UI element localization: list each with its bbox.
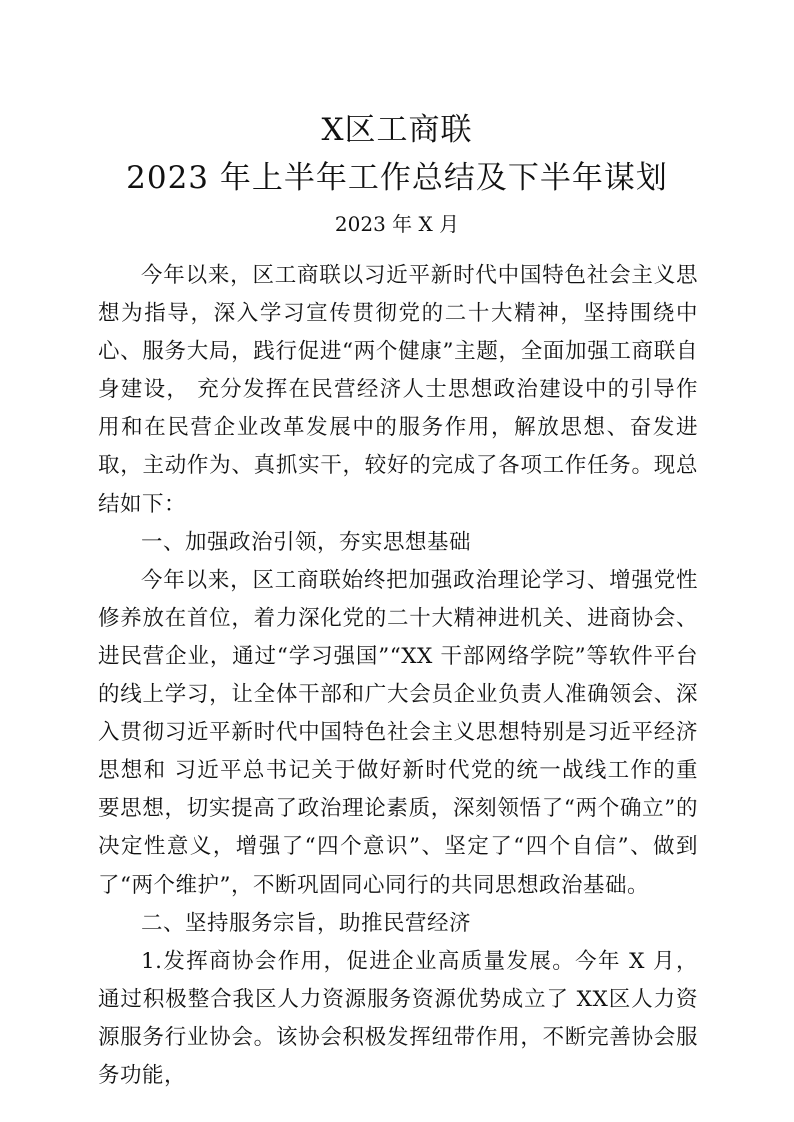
document-title-line1: X区工商联 [321, 112, 473, 148]
document-body [98, 257, 698, 1095]
section1-heading: 一、加强政治引领，夯实思想基础 [141, 529, 472, 555]
document-title-line2: 2023 年上半年工作总结及下半年谋划 [126, 160, 668, 196]
intro-paragraph: 今年以来，区工商联以习近平新时代中国特色社会主义思想为指导，深入学习宣传贯彻党的二十大精神，坚持围绕中心、服务大局，践行促进“两个健康”主题，全面加强工商联自身建设， 充分发挥在民营经济人士思想政治建设中的引导作用和在民营企业改革发展中的服务作用，解放思想、奋发进取，主动作为、真抓实干，较好的完成了各项工作任务。现总结如下： [98, 263, 698, 517]
section1-paragraph: 今年以来，区工商联始终把加强政治理论学习、增强党性修养放在首位，着力深化党的二十大精神进机关、进商协会、进民营企业，通过“学习强国”“XX 干部网络学院”等软件平台的线上学习，让全体干部和广大会员企业负责人准确领会、深入贯彻习近平新时代中国特色社会主义思想特别是习近平经济思想和 习近平总书记关于做好新时代党的统一战线工作的重要思想，切实提高了政治理论素质，深刻领悟了“两个确立”的决定性意义，增强了“四个意识”、坚定了“四个自信”、做到了“两个维护”，不断巩固同心同行的共同思想政治基础。 [98, 567, 698, 898]
section2-item1-paragraph: 1.发挥商协会作用，促进企业高质量发展。今年 X 月，通过积极整合我区人力资源服务资源优势成立了 XX区人力资源服务行业协会。该协会积极发挥纽带作用，不断完善协会服务功能， [98, 948, 698, 1088]
section2-heading: 二、坚持服务宗旨，助推民营经济 [141, 910, 472, 936]
document-date: 2023 年 X 月 [334, 212, 460, 236]
